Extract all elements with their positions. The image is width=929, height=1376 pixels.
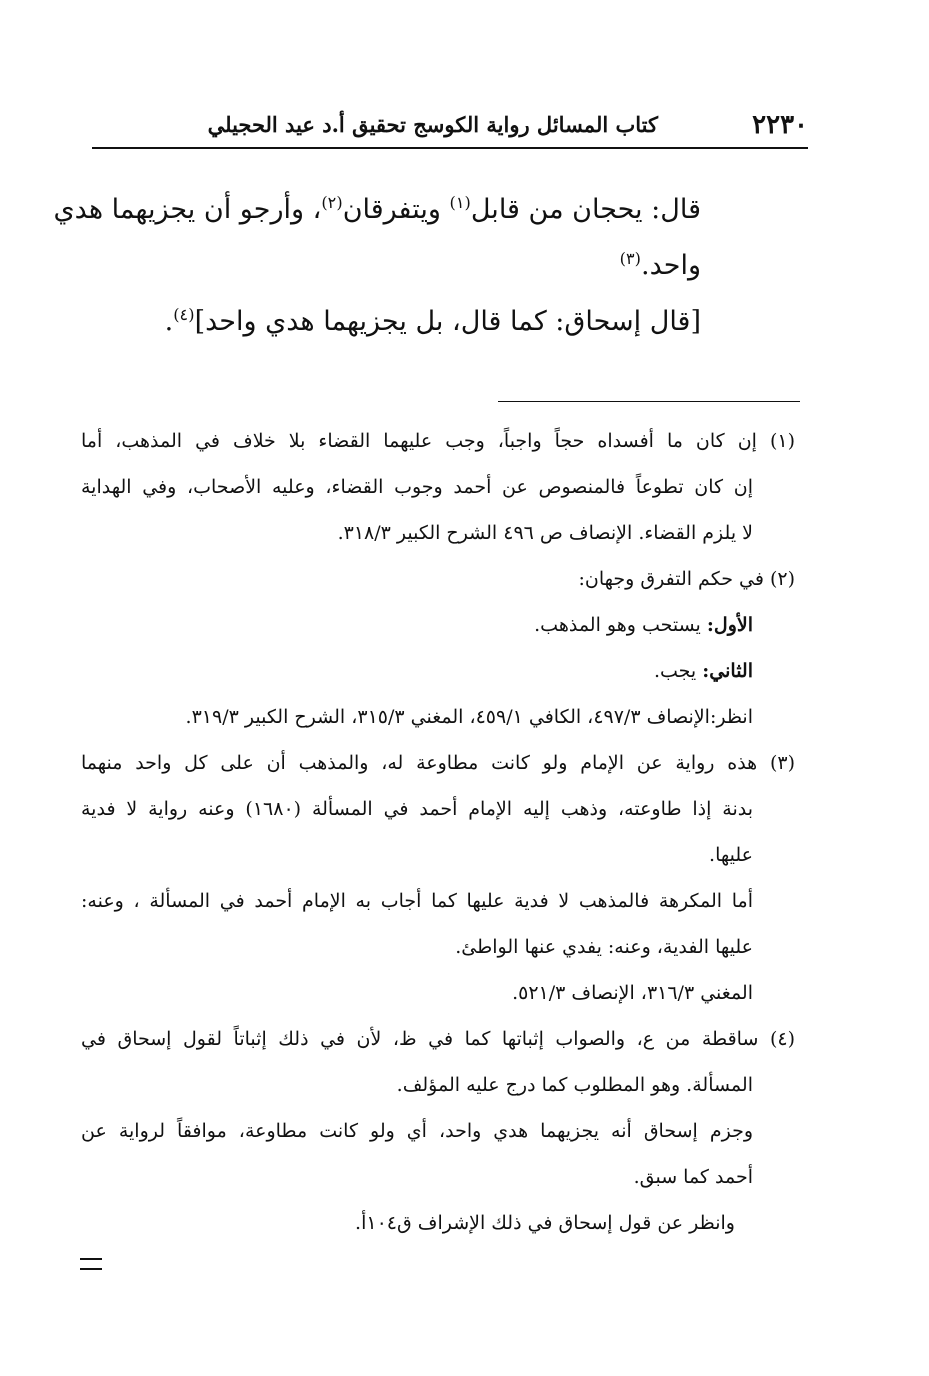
bold-label: الأول:	[706, 614, 753, 636]
footnote-ref-1[interactable]: (١)	[449, 193, 471, 212]
footnote-separator	[498, 401, 800, 402]
footnote-marker: (٢)	[763, 568, 795, 590]
main-text	[53, 182, 701, 350]
footnote-marker: (٤)	[758, 1028, 796, 1050]
page-header	[92, 106, 808, 146]
footnote-2-line: الأول: يستحب وهو المذهب.	[534, 614, 753, 636]
footnote-4-line: المسألة. وهو المطلوب كما درج عليه المؤلف.	[396, 1074, 753, 1096]
footnote-3-line: المغني ٣١٦/٣، الإنصاف ٥٢١/٣.	[512, 982, 753, 1004]
footnote-3-line: أما المكرهة فالمذهب لا فدية عليها كما أجاب به الإمام أحمد في المسألة ، وعنه:	[81, 890, 753, 912]
footnote-ref-3[interactable]: (٣)	[619, 249, 641, 268]
footnote-2-line: الثاني: يجب.	[653, 660, 753, 682]
footnote-3-line: بدنة إذا طاوعته، وذهب إليه الإمام أحمد في المسألة (١٦٨٠) وعنه رواية لا فدية	[81, 798, 753, 820]
footnote-2-line: (٢) في حكم التفرق وجهان:	[578, 568, 795, 590]
continuation-mark	[80, 1258, 102, 1270]
footnote-1-line: لا يلزم القضاء. الإنصاف ص ٤٩٦ الشرح الكبير ٣١٨/٣.	[337, 522, 753, 544]
footnote-ref-2[interactable]: (٢)	[321, 193, 343, 212]
page-number: ٢٢٣٠	[752, 110, 808, 140]
footnote-1-line: إن كان تطوعاً فالمنصوص عن أحمد وجوب القضاء، وعليه الأصحاب، وفي الهداية	[81, 476, 753, 498]
footnote-1-line: (١) إن كان ما أفسداه حجاً واجباً، وجب عليهما القضاء بلا خلاف في المذهب، أما	[81, 430, 796, 452]
footnotes	[81, 418, 795, 1246]
footnote-marker: (١)	[756, 430, 796, 452]
footnote-4-line: (٤) ساقطة من ع، والصواب إثباتها كما في ظ، لأن في ذلك إثباتاً لقول إسحاق في	[81, 1028, 796, 1050]
header-rule	[92, 147, 808, 149]
running-title: كتاب المسائل رواية الكوسج تحقيق أ.د عيد الحجيلي	[207, 112, 658, 137]
footnote-4-line: أحمد كما سبق.	[633, 1166, 753, 1188]
footnote-4-line: وجزم إسحاق أنه يجزيهما هدي واحد، أي ولو كانت مطاوعة، موافقاً لرواية عن	[81, 1120, 753, 1142]
footnote-ref-4[interactable]: (٤)	[173, 305, 195, 324]
footnote-4-line: وانظر عن قول إسحاق في ذلك الإشراف ق١٠٤أ.	[355, 1212, 735, 1234]
main-line: قال: يحجان من قابل$^{(١)}$ ويتفرقان$^{(٢)}$، وأرجو أن يجزيهما هدي	[53, 193, 701, 225]
footnote-3-line: عليها الفدية، وعنه: يفدي عنها الواطئ.	[455, 936, 753, 958]
footnote-3-line: (٣) هذه رواية عن الإمام ولو كانت مطاوعة له، والمذهب أن على كل واحد منهما	[81, 752, 796, 774]
footnote-2-line: انظر:الإنصاف ٤٩٧/٣، الكافي ٤٥٩/١، المغني ٣١٥/٣، الشرح الكبير ٣١٩/٣.	[185, 706, 753, 728]
bold-label: الثاني:	[702, 660, 753, 682]
footnote-marker: (٣)	[757, 752, 796, 774]
main-line: واحد.$^{(٣)}$	[619, 249, 701, 281]
footnote-3-line: عليها.	[709, 844, 753, 866]
main-line: [قال إسحاق: كما قال، بل يجزيهما هدي واحد]$^{(٤)}$.	[164, 305, 701, 337]
